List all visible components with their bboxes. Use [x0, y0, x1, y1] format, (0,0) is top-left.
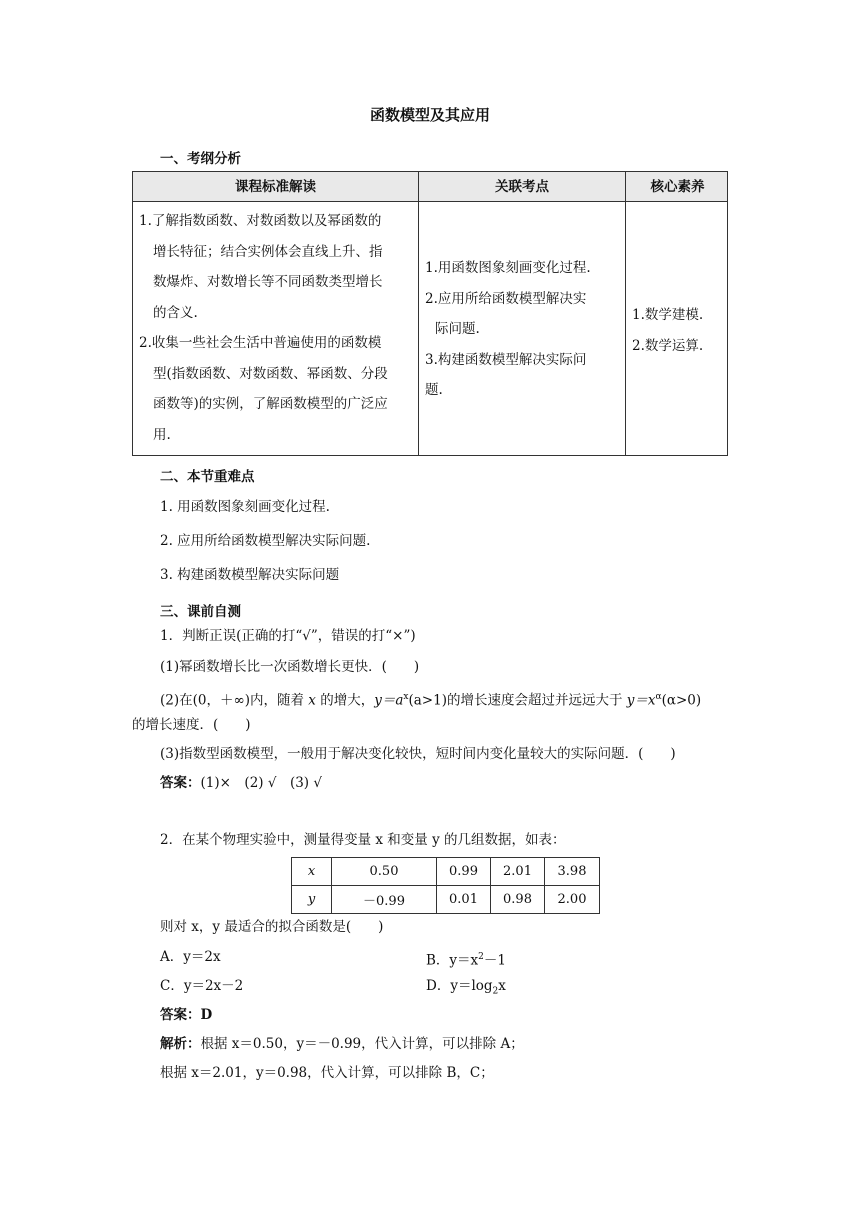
syllabus-table [132, 171, 728, 456]
table-row [292, 886, 600, 914]
option-b: B．$y=x^2-1$ [426, 952, 506, 969]
text-line: 1.用函数图象刻画变化过程. [425, 260, 591, 276]
text-line: 型(指数函数、对数函数、幂函数、分段 [153, 365, 388, 382]
table-cell: 0.50 [332, 858, 437, 886]
question-1-answer: 答案：(1)× (2) √ (3) √ [160, 775, 322, 791]
text-line: 2.应用所给函数模型解决实 [425, 290, 587, 307]
text-line: 1.数学建模. [632, 307, 704, 323]
text-line: 际问题. [435, 321, 480, 337]
table-cell: 0.01 [437, 886, 491, 914]
question-2-analysis-1: 解析：根据 x＝0.50，y＝－0.99，代入计算，可以排除 A； [160, 1036, 524, 1052]
option-c: C．y＝2x－2 [160, 978, 244, 994]
text-line: 题. [425, 382, 443, 398]
question-1-statement-2-cont: 的增长速度．( ) [132, 717, 251, 733]
table-row [292, 858, 600, 886]
question-2-analysis-2: 根据 x＝2.01，y＝0.98，代入计算，可以排除 B，C； [160, 1065, 494, 1081]
section-heading-pretest: 三、课前自测 [160, 604, 241, 620]
section-heading-syllabus: 一、考纲分析 [160, 151, 241, 167]
text-line: 1.了解指数函数、对数函数以及幂函数的 [139, 213, 382, 229]
table-cell: y [292, 886, 332, 914]
text-line: 增长特征；结合实例体会直线上升、指 [153, 243, 383, 260]
header-exam-points: 关联考点 [495, 179, 549, 195]
table-cell: 0.99 [437, 858, 491, 886]
option-d: D．$y=\log_2x$ [426, 978, 506, 997]
question-1-stem: 1．判断正误(正确的打“√”，错误的打“×”) [160, 628, 416, 644]
column-divider [418, 172, 419, 455]
key-point-2: 2. 应用所给函数模型解决实际问题. [160, 533, 371, 549]
text-line: 用. [153, 426, 171, 443]
core-literacy-cell [632, 300, 703, 361]
question-1-statement-2: (2)在(0，＋∞)内，随着 x 的增大，$y=a^x(a>1)$的增长速度会超过并远远大于 $y=x^\alpha(\alpha>0)$ [160, 692, 702, 709]
question-1-statement-1: (1)幂函数增长比一次函数增长更快．( ) [160, 659, 420, 675]
text-line: 的含义. [153, 304, 198, 321]
question-2-ask: 则对 x，y 最适合的拟合函数是( ) [160, 919, 384, 935]
header-core-literacy: 核心素养 [650, 179, 705, 195]
key-point-3: 3. 构建函数模型解决实际问题 [160, 567, 340, 583]
text-line: 函数等)的实例，了解函数模型的广泛应 [153, 396, 388, 412]
text-line: 数爆炸、对数增长等不同函数类型增长 [153, 274, 383, 290]
table-cell: x [292, 858, 332, 886]
column-divider [625, 172, 626, 455]
question-2-stem: 2．在某个物理实验中，测量得变量 x 和变量 y 的几组数据，如表： [160, 832, 566, 848]
data-table [291, 857, 600, 914]
table-cell: －0.99 [332, 886, 437, 914]
text-line: 2.数学运算. [632, 337, 704, 354]
question-1-statement-3: (3)指数型函数模型，一般用于解决变化较快，短时间内变化量较大的实际问题．( ) [160, 746, 676, 762]
section-heading-key-points: 二、本节重难点 [160, 469, 255, 485]
table-cell: 2.01 [491, 858, 545, 886]
question-2-answer: 答案：D [160, 1007, 213, 1023]
page-title: 函数模型及其应用 [369, 106, 490, 124]
header-standard: 课程标准解读 [235, 179, 316, 195]
key-point-1: 1. 用函数图象刻画变化过程. [160, 499, 330, 515]
exam-points-cell [425, 253, 591, 406]
table-cell: 2.00 [545, 886, 600, 914]
table-cell: 0.98 [491, 886, 545, 914]
text-line: 2.收集一些社会生活中普遍使用的函数模 [139, 335, 382, 351]
table-cell: 3.98 [545, 858, 600, 886]
option-a: A．y＝2x [160, 949, 221, 965]
text-line: 3.构建函数模型解决实际问 [425, 351, 587, 368]
standard-cell [139, 206, 388, 450]
